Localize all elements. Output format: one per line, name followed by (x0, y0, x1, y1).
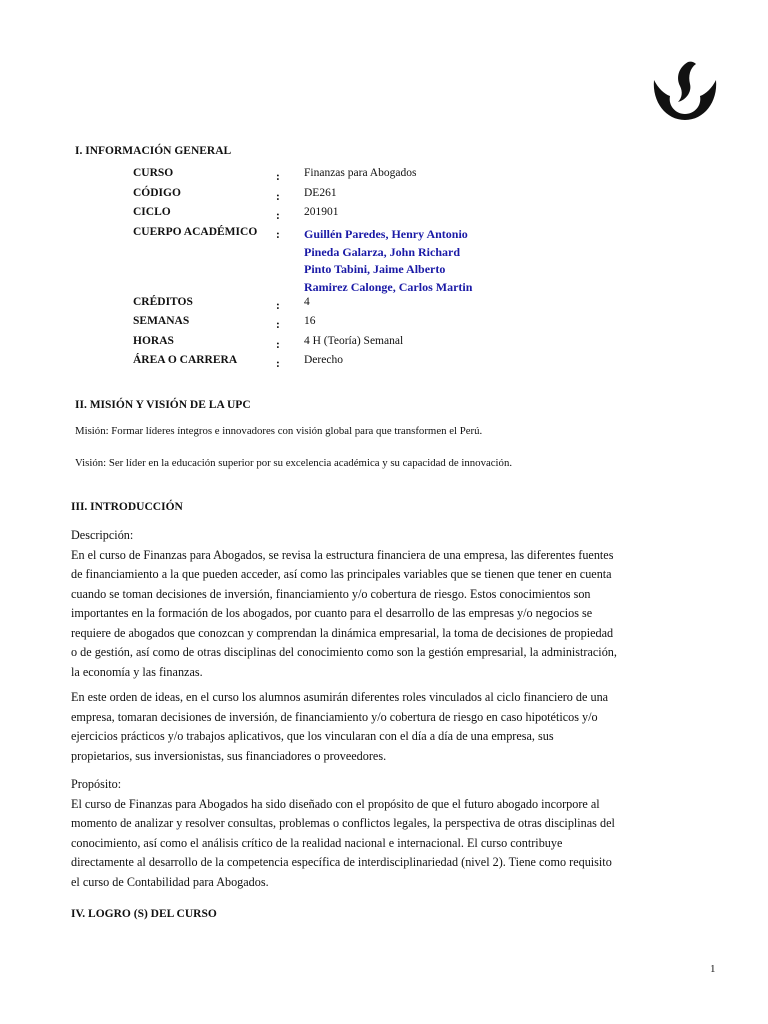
paragraph-line: cuando se toman decisiones de inversión, financiamiento y/o cobertura de riesgo. Estos conocimientos son (71, 586, 591, 601)
info-colon: : (276, 319, 280, 331)
info-label: HORAS (133, 335, 174, 347)
paragraph-line: la economía y las finanzas. (71, 664, 203, 679)
section-heading-mission: II. MISIÓN Y VISIÓN DE LA UPC (75, 399, 251, 411)
info-colon: : (276, 229, 280, 241)
paragraph-line: el curso de Contabilidad para Abogados. (71, 874, 269, 889)
info-value: 4 (304, 296, 310, 308)
paragraph-line: empresa, tomaran decisiones de inversión, de financiamiento y/o cobertura de riesgo en caso hipotéticos y/o (71, 709, 598, 724)
page-number: 1 (710, 963, 716, 975)
proposito-paragraph (71, 775, 697, 892)
teacher-name: Ramirez Calonge, Carlos Martin (304, 280, 473, 294)
paragraph-line: importantes en la formación de los abogados, por cuanto para el desarrollo de las empresas y/o negocios se (71, 606, 593, 620)
info-value: 4 H (Teoría) Semanal (304, 335, 404, 347)
paragraph-line: momento de analizar y resolver consultas, problemas o conflictos legales, la perspectiva de otras disciplinas del (71, 816, 615, 830)
paragraph-line: El curso de Finanzas para Abogados ha sido diseñado con el propósito de que el futuro abogado incorpore al (71, 796, 600, 811)
section-heading-logro: IV. LOGRO (S) DEL CURSO (71, 908, 217, 920)
proposito-title: Propósito: (71, 777, 122, 791)
paragraph-line: En el curso de Finanzas para Abogados, se revisa la estructura financiera de una empresa, las diferentes fuentes (71, 547, 614, 562)
info-label: CURSO (133, 167, 174, 179)
info-label: CRÉDITOS (133, 296, 193, 308)
teacher-name: Pineda Galarza, John Richard (304, 245, 461, 259)
section-heading-general: I. INFORMACIÓN GENERAL (75, 145, 232, 157)
paragraph-line: requiere de abogados que conozcan y comprendan la dinámica empresarial, la toma de decisiones de propiedad (71, 625, 614, 640)
vision-text: Visión: Ser líder en la educación superior por su excelencia académica y su capacidad de innovación. (75, 457, 513, 469)
paragraph-line: conocimiento, así como el análisis crítico de la realidad nacional e internacional. El curso contribuye (71, 835, 563, 850)
info-value: Derecho (304, 354, 343, 366)
info-label: SEMANAS (133, 315, 190, 327)
info-colon: : (276, 210, 280, 222)
section-heading-intro: III. INTRODUCCIÓN (71, 501, 183, 513)
info-label: ÁREA O CARRERA (133, 354, 238, 366)
paragraph-line: o de gestión, así como de otras disciplinas del conocimiento como son la gestión empresarial, la administración, (71, 645, 617, 659)
orden-paragraph (71, 688, 697, 766)
teacher-name: Guillén Paredes, Henry Antonio (304, 227, 468, 241)
info-colon: : (276, 171, 280, 183)
mision-text: Misión: Formar líderes íntegros e innovadores con visión global para que transformen el Perú. (75, 425, 483, 437)
info-value: DE261 (304, 187, 337, 199)
paragraph-line: En este orden de ideas, en el curso los alumnos asumirán diferentes roles vinculados al ciclo financiero de una (71, 690, 609, 704)
descripcion-paragraph (71, 526, 697, 682)
descripcion-title: Descripción: (71, 528, 134, 542)
university-logo (650, 58, 720, 124)
info-label: CUERPO ACADÉMICO (133, 226, 258, 238)
info-colon: : (276, 300, 280, 312)
info-colon: : (276, 358, 280, 370)
info-label: CICLO (133, 206, 171, 218)
info-value: Finanzas para Abogados (304, 167, 417, 179)
info-label: CÓDIGO (133, 187, 181, 199)
paragraph-line: propietarios, sus inversionistas, sus financiadores o proveedores. (71, 748, 387, 763)
info-value: 201901 (304, 206, 339, 218)
paragraph-line: directamente al desarrollo de la competencia específica de interdisciplinariedad (nivel 2). Tiene como requisito (71, 855, 612, 869)
paragraph-line: de financiamiento a la que pueden acceder, así como las principales variables que se tienen que tener en cuenta (71, 567, 612, 581)
teacher-name: Pinto Tabini, Jaime Alberto (304, 262, 446, 276)
info-value: 16 (304, 315, 316, 327)
info-colon: : (276, 191, 280, 203)
info-colon: : (276, 339, 280, 351)
paragraph-line: ejercicios prácticos y/o trabajos aplicativos, que los vincularan con el día a día de una empresa, sus (71, 729, 554, 743)
